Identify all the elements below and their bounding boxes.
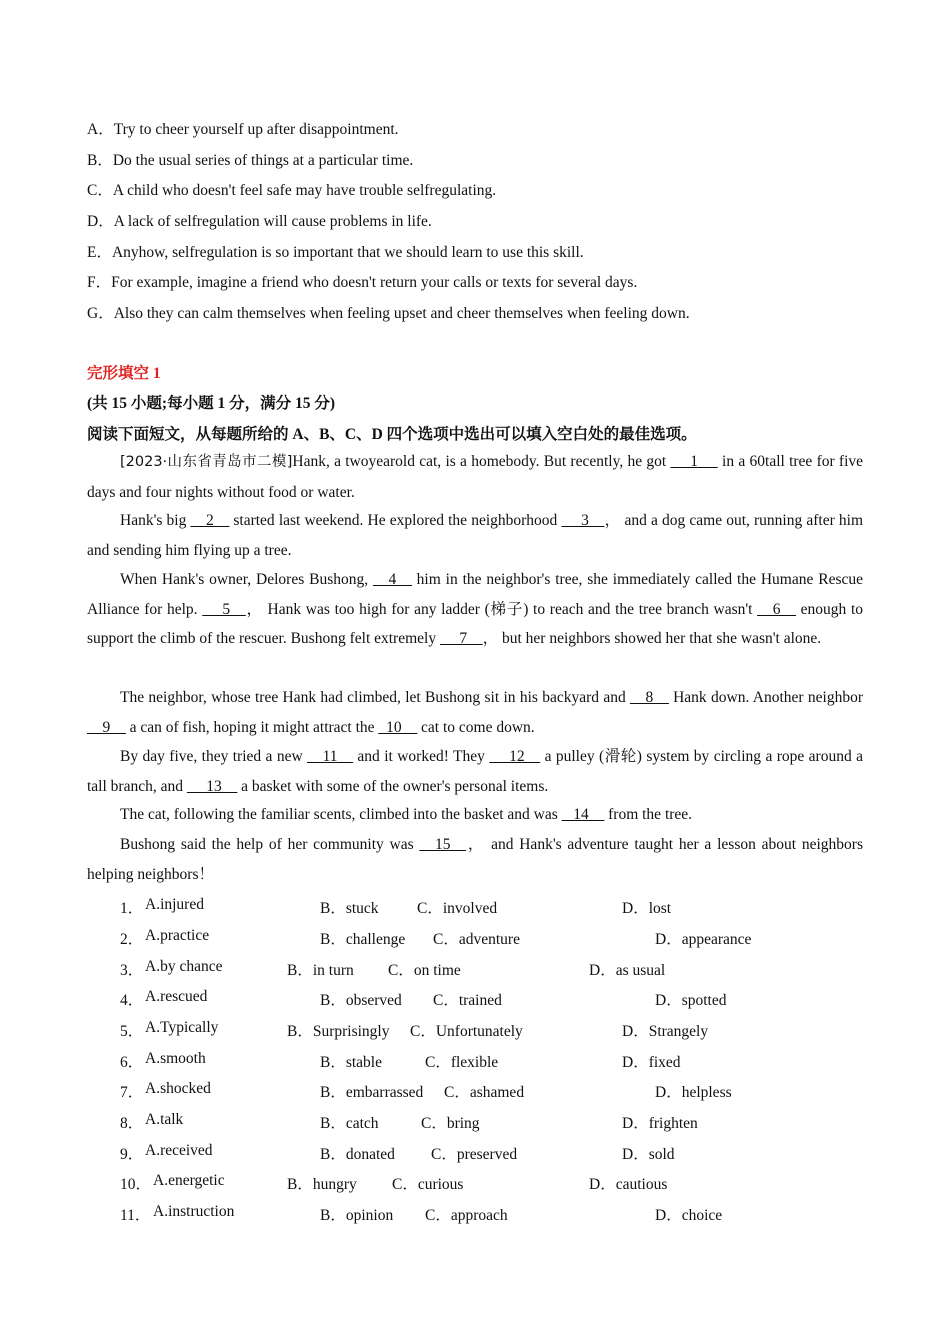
choice-c: C．flexible [425,1054,499,1071]
choice-c: C．on time [388,962,461,979]
choice-d: D．frighten [622,1115,698,1132]
choice-a: A.practice [145,927,210,944]
answer-option-e: E．Anyhow, selfregulation is so important that we should learn to use this skill. [87,244,584,261]
choice-d: D．lost [622,900,672,917]
choice-c: C．approach [425,1207,508,1224]
choice-b: B．stuck [320,900,379,917]
choice-c: C．involved [417,900,498,917]
passage-paragraph-6: The cat, following the familiar scents, climbed into the basket and was _14__ from the tree. [120,806,693,823]
choice-a: A.received [145,1142,213,1159]
choice-c: C．trained [433,992,502,1009]
blank-8: __8__ [630,689,669,706]
question-row: 6． A.smooth B．stable C．flexible D．fixed [120,1050,681,1071]
blank-10: _10__ [378,718,418,736]
question-row: 5． A.Typically B．Surprisingly C．Unfortunately D．Strangely [120,1019,709,1040]
answer-option-f: F．For example, imagine a friend who doesn't return your calls or texts for several days. [87,274,638,291]
question-row: 10． A.energetic B．hungry C．curious D．cautious [120,1172,668,1193]
section-subtitle: (共 15 小题;每小题 1 分，满分 15 分) [87,395,335,412]
choice-a: A.talk [145,1111,184,1128]
passage-paragraph-2: Hank's big __2__ started last weekend. He explored the neighborhood __3__， and a dog came out, running after him and sending him flying up a tree. [87,512,864,559]
choice-d: D．spotted [655,992,727,1009]
question-row: 9． A.received B．donated C．preserved D．sold [120,1142,675,1163]
choice-d: D．as usual [589,962,666,979]
blank-12: __12__ [489,748,541,765]
blank-9: __9__ [87,718,126,736]
question-row: 11． A.instruction B．opinion C．approach D．choice [120,1203,723,1224]
choice-d: D．choice [655,1207,723,1224]
choice-b: B．hungry [287,1176,357,1193]
choice-c: C．Unfortunately [410,1023,523,1040]
choice-a: A.by chance [145,958,223,975]
choice-b: B．Surprisingly [287,1023,390,1040]
blank-14: _14__ [561,806,605,823]
choice-c: C．bring [421,1115,480,1132]
blank-5: __5__ [202,600,246,618]
answer-option-c: C．A child who doesn't feel safe may have trouble selfregulating. [87,182,497,199]
blank-2: __2__ [190,512,230,529]
blank-11: __11__ [307,748,354,765]
choice-b: B．donated [320,1146,395,1163]
blank-15: __15__ [419,836,466,853]
blank-1: __1__ [670,453,718,470]
choice-a: A.energetic [153,1172,225,1189]
answer-option-d: D．A lack of selfregulation will cause problems in life. [87,213,432,230]
choice-b: B．embarrassed [320,1084,424,1101]
choice-a: A.injured [145,896,204,913]
choice-b: B．stable [320,1054,382,1071]
passage-source: [2023·山东省青岛市二模] [120,454,293,470]
choice-a: A.Typically [145,1019,219,1036]
choice-d: D．fixed [622,1054,681,1071]
section-title: 完形填空 1 [87,365,161,382]
passage-paragraph-7: Bushong said the help of her community was __15__， and Hank's adventure taught her a lesson about neighbors helping neighbors！ [87,836,864,883]
choice-d: D．sold [622,1146,675,1163]
choice-c: C．ashamed [444,1084,525,1101]
answer-option-a: A．Try to cheer yourself up after disappointment. [87,121,399,138]
choice-b: B．catch [320,1115,379,1132]
question-row: 1． A.injured B．stuck C．involved D．lost [120,896,672,917]
choice-b: B．in turn [287,962,354,979]
choice-a: A.shocked [145,1080,211,1097]
blank-4: __4__ [373,571,412,588]
choice-b: B．observed [320,992,402,1009]
blank-3: __3__ [561,512,605,529]
section-instruction: 阅读下面短文，从每题所给的 A、B、C、D 四个选项中选出可以填入空白处的最佳选项。 [87,426,697,443]
choice-a: A.rescued [145,988,208,1005]
question-row: 4． A.rescued B．observed C．trained D．spotted [120,988,727,1009]
blank-13: __13__ [186,777,238,795]
passage-paragraph-5: By day five, they tried a new __11__ and it worked! They __12__ a pulley (滑轮) system by circling a rope around a tall branch, and __13__ a basket with some of the owner's personal items. [87,748,864,795]
choice-a: A.smooth [145,1050,206,1067]
choice-d: D．cautious [589,1176,668,1193]
blank-7: __7__ [439,630,483,647]
choice-d: D．appearance [655,931,752,948]
passage-paragraph-3: When Hank's owner, Delores Bushong, __4__ him in the neighbor's tree, she immediately called the Humane Rescue Alliance for help. __5__， Hank was too high for any ladder (梯子) to reach and the tree branch wasn't __6__ enough to support the climb of the rescuer. Bushong felt extremely __7__， but her neighbors showed her that she wasn't alone. [87,571,864,647]
choice-d: D．Strangely [622,1023,709,1040]
question-row: 2． A.practice B．challenge C．adventure D．appearance [120,927,752,948]
question-row: 7． A.shocked B．embarrassed C．ashamed D．helpless [120,1080,732,1101]
choice-c: C．preserved [431,1146,518,1163]
answer-option-b: B．Do the usual series of things at a particular time. [87,152,414,169]
choice-b: B．challenge [320,931,406,948]
answer-option-g: G．Also they can calm themselves when feeling upset and cheer themselves when feeling down. [87,305,690,322]
choice-a: A.instruction [153,1203,235,1220]
choice-b: B．opinion [320,1207,394,1224]
question-row: 3． A.by chance B．in turn C．on time D．as usual [120,958,666,979]
choice-c: C．adventure [433,931,520,948]
passage-paragraph-4: The neighbor, whose tree Hank had climbed, let Bushong sit in his backyard and __8__ Hank down. Another neighbor __9__ a can of fish, hoping it might attract the _10__ cat to come down. [87,689,863,736]
question-row: 8． A.talk B．catch C．bring D．frighten [120,1111,698,1132]
choice-c: C．curious [392,1176,464,1193]
blank-6: __6__ [757,600,796,618]
passage-paragraph-1: [2023·山东省青岛市二模]Hank, a twoyearold cat, is a homebody. But recently, he got __1__ in a 60tall tree for five days and four nights without food or water. [87,453,864,501]
choice-d: D．helpless [655,1084,732,1101]
